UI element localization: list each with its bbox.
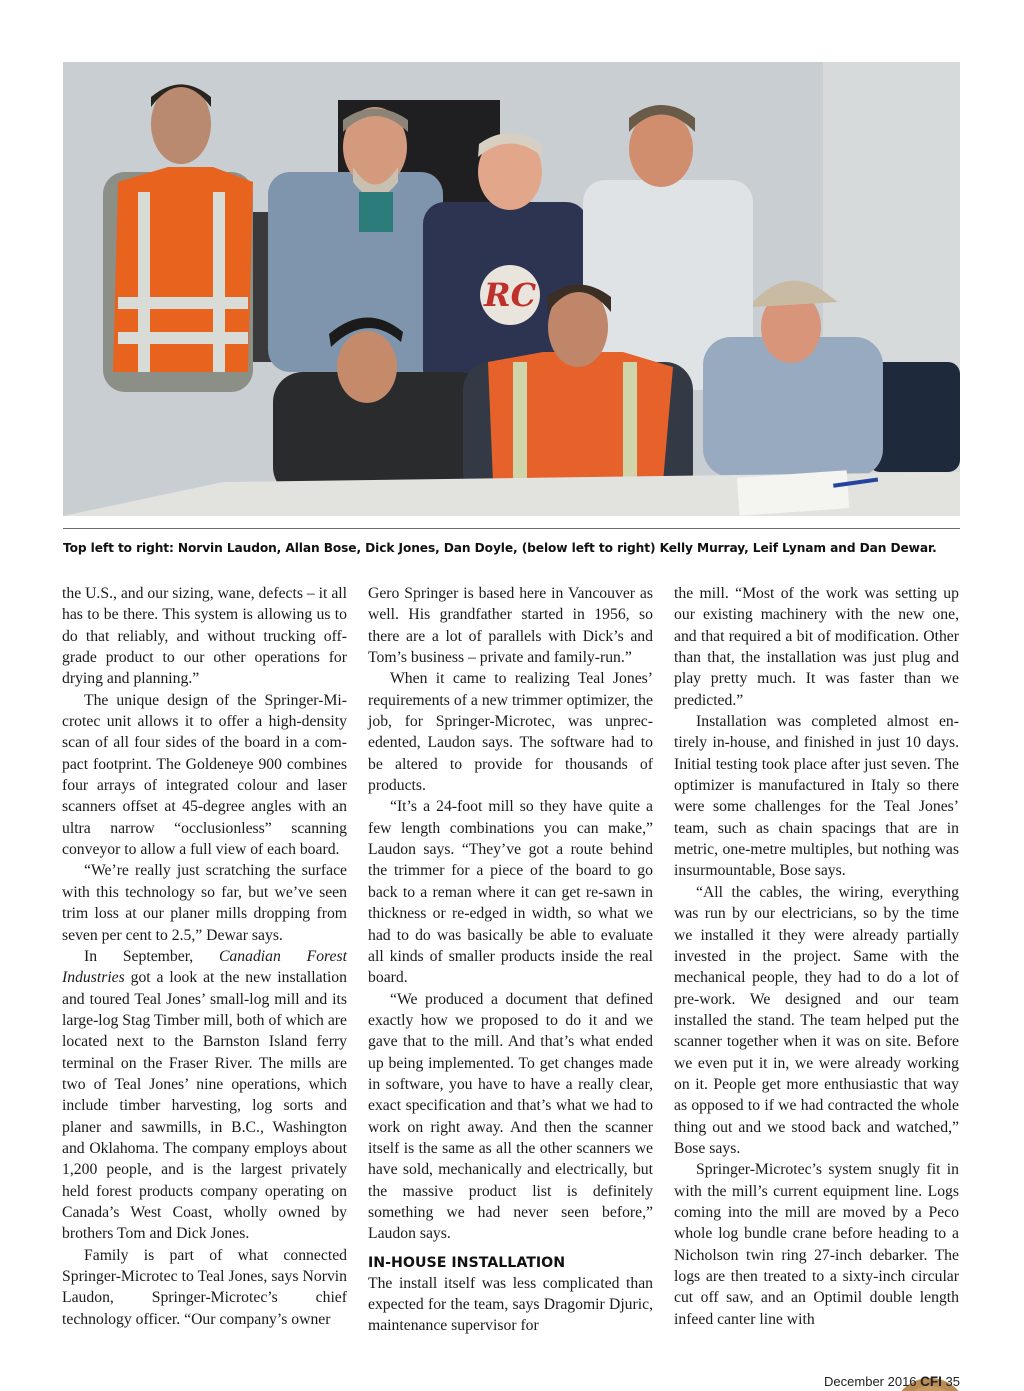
caption-rule xyxy=(63,528,960,529)
text-run: got a look at the new installation and toured Teal Jones’ small-log mill and its large-log Stag Timber mill, both of which are located next to the Barnston Island ferry terminal on the Fraser River. The mills are two of Teal Jones’ nine operations, which include timber harvesting, log sorts and planer and sawmills, in B.C., Washington and Oklahoma. The company employs about 1,200 people, and is the largest privately held forest products company operating on Canada’s West Coast, wholly owned by brothers Tom and Dick Jones. xyxy=(62,969,347,1243)
paragraph: “All the cables, the wiring, everything was run by our electricians, so by the time we installed it they were already partially invested in the project. Same with the mechanical people, they had to do a lot of pre-work. We designed and our team installed the stand. The team helped put the scanner together when it was on site. Before we even put it in, we were already working on it. People get more enthusiastic that way as opposed to if we had contracted the whole thing out and we stood back and watched,” Bose says. xyxy=(674,883,959,1157)
article-column-1 xyxy=(62,583,347,1330)
paragraph: The install itself was less complicated than expected for the team, says Dragomir Djuric, maintenance supervisor for xyxy=(368,1274,653,1335)
magazine-brand: CFI xyxy=(920,1374,942,1389)
paragraph: “It’s a 24-foot mill so they have quite a few length combinations you can make,” Laudon says. “They’ve got a route behind the trimmer for a piece of the board to go back to a reman where it can get re-sawn in thickness or re-edged in width, so what we had to do was basically be able to evaluate all kinds of smaller products inside the real board. xyxy=(368,798,653,987)
paragraph: Installation was completed almost entirely in-house, and finished in just 10 days. Initial testing took place after just seven. The optimizer is manufactured in Italy so there were some challenges for the Teal Jones’ team, such as chain spacings that are in metric, one-metre multiples, but nothing was insurmountable, Bose says. xyxy=(674,713,959,880)
paragraph: Family is part of what connected Springer-Microtec to Teal Jones, says Norvin Laudon, Springer-Microtec’s chief technology officer. “Our company’s owner xyxy=(62,1246,347,1328)
publication-name: Canadian Forest Industries xyxy=(62,947,347,987)
paragraph: The unique design of the Springer-Microtec unit allows it to offer a high-density scan of all four sides of the board in a compact footprint. The Goldeneye 900 combines four arrays of integrated colour and laser scanners offset at 45-degree angles with an ultra narrow “occlusionless” scanning conveyor to allow a full view of each board. xyxy=(62,691,347,859)
issue-date: December 2016 xyxy=(824,1374,917,1389)
paragraph: Gero Springer is based here in Vancouver as well. His grandfather started in 1956, so there are a lot of parallels with Dick’s and Tom’s business – private and family-run.” xyxy=(368,585,653,667)
group-photo-icon xyxy=(63,62,960,516)
paragraph: “We produced a document that defined exactly how we proposed to do it and we gave that to the mill. And that’s what ended up being implemented. To get changes made in software, you have to have a really clear, exact specification and that’s what we had to work on right away. And then the scanner itself is the same as all the other scanners we have sold, mechanically and electrically, but the massive product list is definitely something we had never seen before,” Laudon says. xyxy=(368,990,653,1243)
paragraph: Springer-Microtec’s system snugly fit in with the mill’s current equipment line. Logs coming into the mill are moved by a Peco whole log bundle crane before heading to a Nicholson twin ring 27-inch debarker. The logs are then treated to a sixty-inch circular cut off saw, and an Optimil double length infeed canter line with xyxy=(674,1161,959,1328)
paragraph: the mill. “Most of the work was setting up our existing machinery with the new one, and that required a bit of modification. Other than that, the installation was just plug and play pretty much. It was faster than we predicted.” xyxy=(674,585,959,709)
article-column-3 xyxy=(674,583,959,1330)
photo-caption: Top left to right: Norvin Laudon, Allan Bose, Dick Jones, Dan Doyle, (below left to right) Kelly Murray, Leif Lynam and Dan Dewar. xyxy=(63,541,937,555)
paragraph: the U.S., and our sizing, wane, defects – it all has to be there. This system is allowing us to do that reliably, and without trucking off-grade product to our other operations for drying and planning.” xyxy=(62,585,347,688)
page-number: 35 xyxy=(945,1374,960,1389)
section-heading: IN-HOUSE INSTALLATION xyxy=(368,1254,566,1271)
text-run: In September, xyxy=(84,947,219,965)
shirt-logo: RC xyxy=(483,276,537,314)
article-column-2 xyxy=(368,583,653,1337)
group-photo xyxy=(63,62,960,516)
paragraph: “We’re really just scratching the surface with this technology so far, but we’ve seen trim loss at our planer mills dropping from seven per cent to 2.5,” Dewar says. xyxy=(62,862,347,944)
page-footer xyxy=(824,1374,960,1389)
paragraph: When it came to realizing Teal Jones’ requirements of a new trimmer optimizer, the job, for Springer-Microtec, was unprecedented, Laudon says. The software had to be altered to provide for thousands of products. xyxy=(368,670,653,795)
paragraph xyxy=(62,946,347,1245)
